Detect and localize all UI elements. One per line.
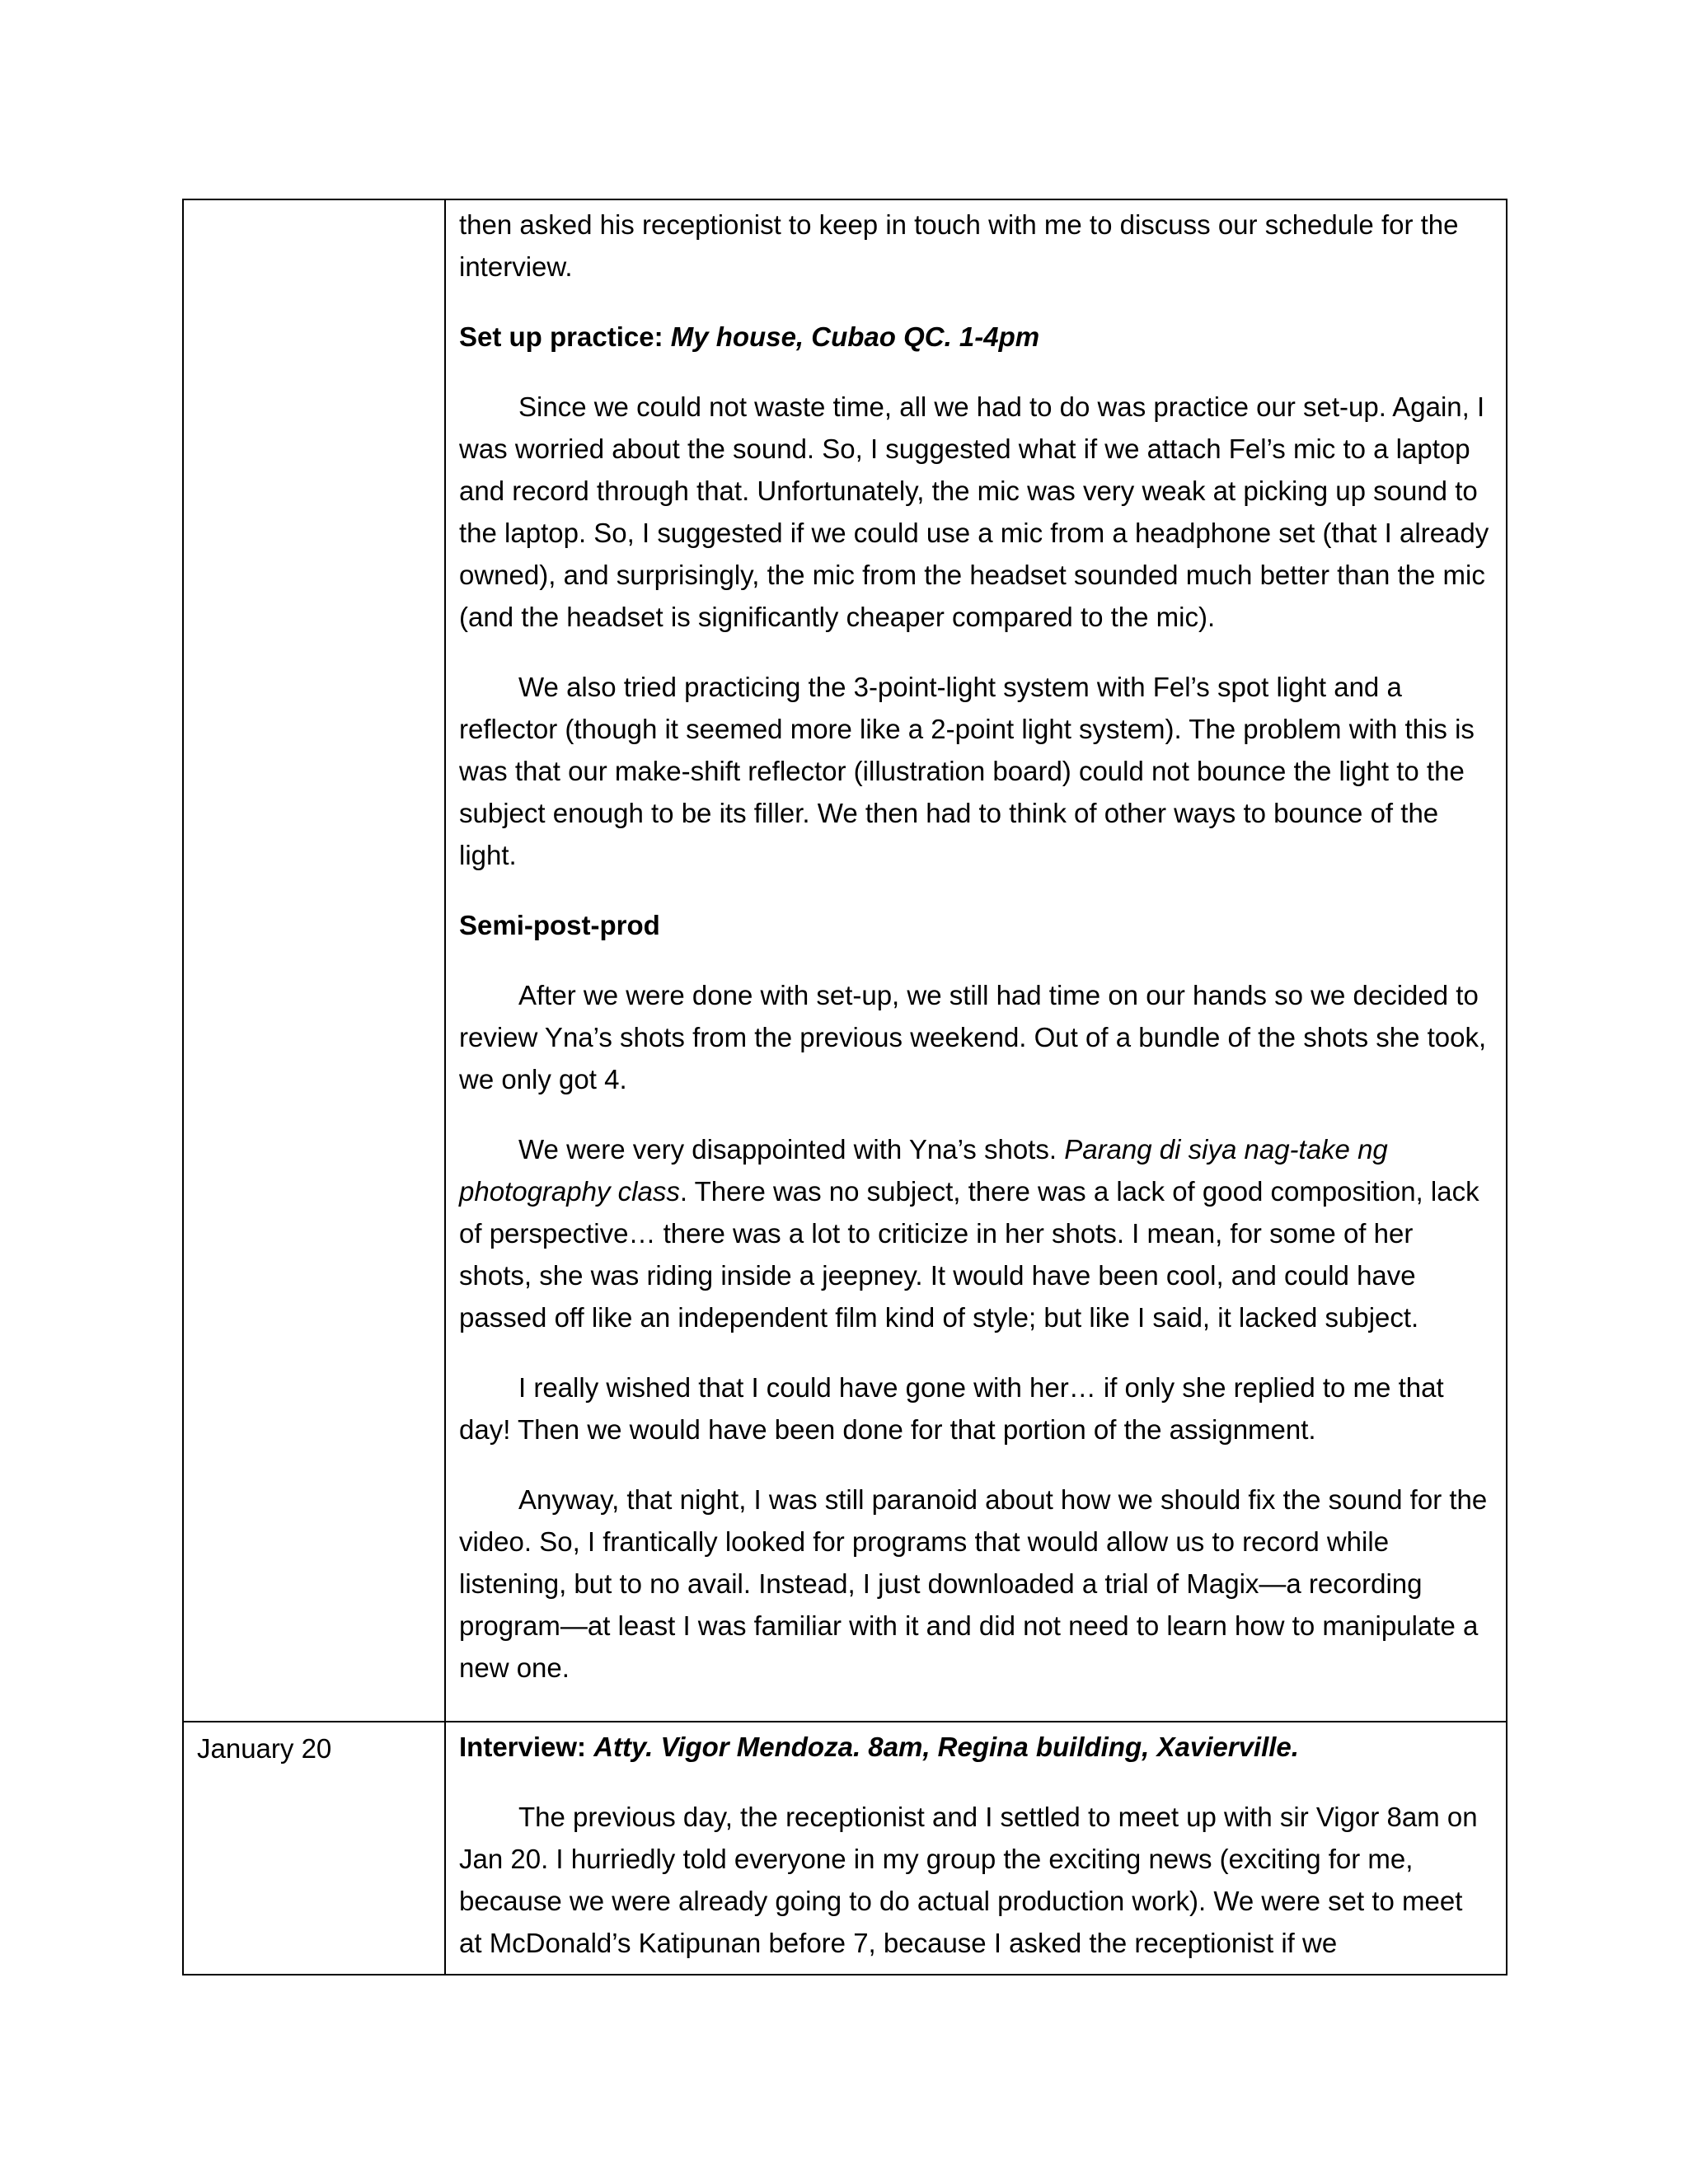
interview-heading	[459, 1722, 1493, 1768]
disappointed-italic: Parang di siya nag-take ng photography class	[459, 1134, 1388, 1207]
setup-heading	[459, 316, 1493, 358]
disappointed-rest: . There was no subject, there was a lack of good composition, lack of perspective… there was a lot to criticize in her shots. I mean, for some of her shots, she was riding inside a jeepney. It would have been cool, and could have passed off like an independent film kind of style; but like I said, it lacked subject.	[459, 1176, 1479, 1333]
notes-cell	[445, 1722, 1507, 1975]
disappointed-paragraph	[459, 1128, 1493, 1338]
interview-paragraph: The previous day, the receptionist and I settled to meet up with sir Vigor 8am on Jan 20. I hurriedly told everyone in my group the exciting news (exciting for me, because we were already going to do actual production work). We were set to meet at McDonald’s Katipunan before 7, because I asked the receptionist if we	[459, 1802, 1478, 1958]
disappointed-start: We were very disappointed with Yna’s shots.	[518, 1134, 1065, 1165]
date-label: January 20	[197, 1733, 332, 1764]
wish-paragraph: I really wished that I could have gone with her… if only she replied to me that day! Then we would have been done for that portion of the assignment.	[459, 1372, 1444, 1445]
date-label	[184, 200, 444, 205]
setup-paragraph: Since we could not waste time, all we had to do was practice our set-up. Again, I was worried about the sound. So, I suggested what if we attach Fel’s mic to a laptop and record through that. Unfortunately, the mic was very weak at picking up sound to the laptop. So, I suggested if we could use a mic from a headphone set (that I already owned), and surprisingly, the mic from the headset sounded much better than the mic (and the headset is significantly cheaper compared to the mic).	[459, 391, 1489, 632]
post-prod-heading: Semi-post-prod	[459, 910, 660, 940]
intro-paragraph: then asked his receptionist to keep in touch with me to discuss our schedule for the interview.	[459, 209, 1459, 282]
interview-heading-label: Interview:	[459, 1732, 594, 1762]
notes-cell	[445, 199, 1507, 1722]
date-cell	[183, 199, 445, 1722]
lighting-paragraph: We also tried practicing the 3-point-light system with Fel’s spot light and a reflector (though it seemed more like a 2-point light system). The problem with this is was that our make-shift reflector (illustration board) could not bounce the light to the subject enough to be its filler. We then had to think of other ways to bounce of the light.	[459, 672, 1475, 870]
journal-row	[183, 199, 1507, 1722]
date-cell	[183, 1722, 445, 1975]
journal-row	[183, 1722, 1507, 1975]
review-paragraph: After we were done with set-up, we still had time on our hands so we decided to review Yna’s shots from the previous weekend. Out of a bundle of the shots she took, we only got 4.	[459, 980, 1487, 1094]
setup-heading-label: Set up practice:	[459, 321, 671, 352]
setup-heading-detail: My house, Cubao QC. 1-4pm	[670, 321, 1040, 352]
sound-paragraph: Anyway, that night, I was still paranoid about how we should fix the sound for the video. So, I frantically looked for programs that would allow us to record while listening, but to no avail. Instead, I just downloaded a trial of Magix—a recording program—at least I was familiar with it and did not need to learn how to manipulate a new one.	[459, 1484, 1488, 1683]
interview-heading-detail: Atty. Vigor Mendoza. 8am, Regina building, Xavierville.	[593, 1732, 1299, 1762]
journal-table	[182, 199, 1507, 1975]
